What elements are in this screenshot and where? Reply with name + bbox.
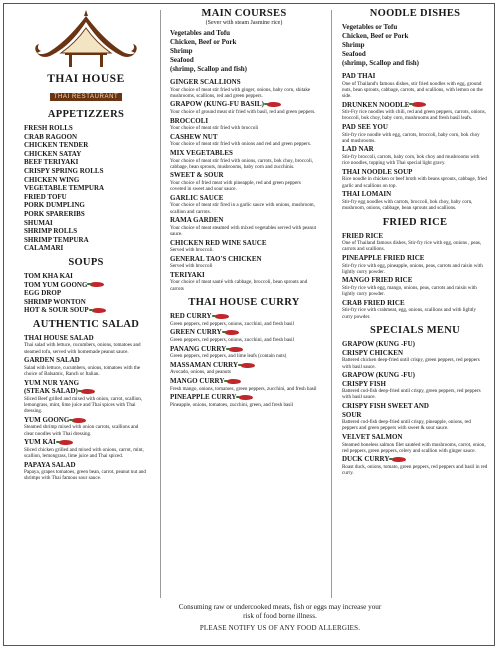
menu-item	[24, 141, 148, 150]
item-description: Your choice of meat stir fried with ginger, onions, baby corn, shitake mushrooms, scallions, red and green peppers.	[170, 86, 311, 99]
logo-name: THAI HOUSE	[47, 73, 125, 85]
section-title: THAI HOUSE CURRY	[188, 297, 300, 309]
item-description: Stir-fry broccoli, carrots, baby corn, bok choy and mushrooms with rice noodles, topping with Thai special light gravy.	[342, 153, 480, 167]
specials-list	[342, 340, 488, 476]
item-description: Your choice of meat stir fried with onions, carrots, bok choy, broccoli, cabbage, bean sprouts, mushrooms, baby corn and zucchinis.	[170, 157, 314, 170]
menu-item	[170, 312, 318, 327]
menu-item	[24, 306, 148, 315]
item-name: GINGER SCALLIONS	[170, 78, 241, 86]
item-name: Vegetables or Tofu	[342, 23, 398, 31]
menu-item	[170, 239, 318, 254]
protein-option	[170, 56, 318, 65]
item-description: Battered cod-fish deep-fried until crispy, pineapple, onions, red peppers and green peppers with sweet & sour sauce.	[342, 419, 471, 432]
column-divider	[331, 10, 332, 598]
item-name: PINEAPPLE FRIED RICE	[342, 253, 425, 262]
item-name: VELVET SALMON	[342, 433, 403, 442]
item-name: THAI LOMAIN	[342, 190, 392, 199]
chili-pepper-icon	[241, 363, 255, 368]
protein-list	[342, 23, 488, 68]
item-name: MASSAMAN CURRY	[170, 360, 239, 369]
item-description: Pineapple, onions, tomatoes, zucchini, green, and fresh basil	[170, 401, 294, 408]
menu-item	[24, 124, 148, 133]
item-name: Chicken, Beef or Pork	[342, 32, 409, 40]
item-name: CALAMARI	[24, 244, 64, 253]
thai-roof-icon	[31, 8, 141, 70]
menu-item	[24, 158, 148, 167]
item-name: Shrimp	[170, 47, 193, 55]
chili-pepper-icon	[239, 395, 253, 400]
item-description: Stir-fry rice with egg, pineapple, onions, peas, carrots and raisin with lightly curry powder.	[342, 262, 483, 275]
item-name: PINEAPPLE CURRY	[170, 393, 237, 402]
menu-item	[170, 133, 318, 148]
item-name: CHICKEN RED WINE SAUCE	[170, 238, 267, 247]
item-name: RED CURRY	[170, 312, 212, 321]
item-name: CRISPY FISH SWEET AND	[342, 402, 429, 411]
menu-item	[342, 190, 488, 211]
item-name: BROCCOLI	[170, 116, 209, 125]
item-description: Sliced Beef grilled and mixed with onion, carrot, scallion, lemongrass, mint, lime juice and Thai spices with Thai dressing.	[24, 395, 143, 415]
menu-item	[24, 167, 148, 176]
menu-item	[342, 455, 488, 476]
chili-pepper-icon	[392, 457, 406, 462]
item-name: EGG DROP	[24, 289, 62, 298]
protein-list	[170, 29, 318, 74]
menu-item	[24, 272, 148, 281]
item-description: Salad with lettuce, cucumbers, onions, tomatoes with the choice of Balsamic, Ranch or Italian.	[24, 364, 140, 378]
menu-item	[170, 78, 318, 99]
item-name: BEEF TERIYAKI	[24, 158, 79, 167]
item-name: FRIED TOFU	[24, 192, 67, 201]
item-name: GRAPOW (KUNG -FU)	[342, 371, 415, 380]
item-name: FRIED RICE	[342, 231, 384, 240]
item-name: GARLIC SAUCE	[170, 193, 224, 202]
item-name: Vegetables and Tofu	[170, 29, 231, 37]
menu-item	[24, 201, 148, 210]
item-description: Papaya, grapes tomatoes, green bean, carrot, peanut nut and shrimps with Thai famous sour sauce.	[24, 469, 146, 482]
menu-item	[24, 193, 148, 202]
item-name: SWEET & SOUR	[170, 171, 224, 180]
item-name: CHICKEN WING	[24, 175, 80, 184]
menu-item	[170, 117, 318, 132]
restaurant-logo	[24, 8, 148, 103]
chili-pepper-icon	[229, 347, 243, 352]
menu-item	[342, 168, 488, 189]
item-description: Green peppers, red peppers, and lime leafs (contain nuts)	[170, 353, 287, 360]
appetizer-list	[24, 124, 148, 253]
chili-pepper-icon	[225, 330, 239, 335]
main-course-list	[170, 78, 318, 292]
menu-item	[342, 433, 488, 454]
item-description: Rice noodle in chicken or beef broth with beans sprouts, cabbage, fried garlic and scallions on top.	[342, 176, 487, 189]
item-name: THAI NOODLE SOUP	[342, 167, 413, 176]
protein-option	[342, 59, 488, 68]
menu-item	[24, 184, 148, 193]
item-description: Your choice of fried meat with pineapple, red and green peppers covered in sweet and sour sauce.	[170, 179, 301, 193]
protein-option	[342, 50, 488, 59]
menu-item	[24, 356, 148, 377]
item-description: Fresh mango, onions, tomatoes, green peppers, zucchini, and fresh basil	[170, 385, 317, 392]
menu-item	[342, 145, 488, 166]
menu-item	[24, 289, 148, 298]
item-name: PAPAYA SALAD	[24, 460, 76, 469]
item-name: PORK DUMPLING	[24, 201, 85, 210]
protein-option	[170, 65, 318, 74]
notice-allergy: PLEASE NOTIFY US OF ANY FOOD ALLERGIES.	[199, 624, 361, 632]
menu-item	[342, 123, 488, 144]
menu-item	[342, 340, 488, 370]
item-name: THAI HOUSE SALAD	[24, 333, 94, 342]
item-name: DRUNKEN NOODLE	[342, 100, 410, 109]
noodle-list	[342, 72, 488, 211]
item-description: Your choice of ground meat stir fried with basil, red and green peppers.	[170, 108, 316, 115]
chili-pepper-icon	[412, 102, 426, 107]
item-description: One of Thailand famous dishes, Stir-fry rice with egg, onions , peas, carrots and scallions.	[342, 240, 482, 253]
menu-item	[24, 244, 148, 253]
item-description: Served with broccoli	[170, 263, 213, 270]
item-name: FRESH ROLLS	[24, 124, 73, 132]
item-name: PAD SEE YOU	[342, 122, 388, 131]
item-description: Served with broccoli.	[170, 247, 214, 254]
item-name: CHICKEN SATAY	[24, 149, 82, 158]
item-name: Shrimp	[342, 41, 365, 49]
item-description: Stir-fry rice noodle with egg, carrots, broccoli, baby corn, bok choy and mushrooms.	[342, 131, 480, 144]
menu-item	[170, 393, 318, 408]
item-name: HOT & SOUR SOUP	[24, 306, 89, 315]
menu-item	[24, 379, 148, 415]
item-name: SHUMAI	[24, 218, 53, 227]
item-name: YUM GOONG	[24, 415, 70, 424]
menu-item	[24, 416, 148, 437]
section-title: AUTHENTIC SALAD	[32, 318, 140, 330]
item-description: Your choice of meat stir fired in a garlic sauce with onions, mushroom, scallion and carrots.	[170, 202, 315, 215]
item-name: CRAB FRIED RICE	[342, 298, 405, 307]
fried-rice-list	[342, 232, 488, 320]
protein-option	[170, 47, 318, 56]
chili-pepper-icon	[215, 314, 229, 319]
item-name: GRAPOW (KUNG-FU BASIL)	[170, 100, 264, 109]
item-description: Your choice of meat stir fried with onions and red and green peppers.	[170, 141, 312, 148]
item-name-line2: (STEAK SALAD)	[24, 387, 78, 396]
item-name: RAMA GARDEN	[170, 216, 224, 225]
menu-item	[342, 402, 488, 432]
item-name: PORK SPARERIBS	[24, 209, 85, 218]
protein-option	[342, 23, 488, 32]
item-name: MIX VEGETABLES	[170, 148, 233, 157]
protein-option	[342, 32, 488, 41]
menu-item	[24, 227, 148, 236]
menu-item	[170, 361, 318, 376]
menu-item	[24, 334, 148, 355]
section-title: APPETIZZERS	[47, 109, 125, 120]
item-description: Avocado, onions, and peanuts	[170, 369, 231, 376]
item-name: YUM NUR YANG	[24, 378, 80, 387]
item-name: GREEN CURRY	[170, 328, 222, 337]
item-name-line2: SOUR	[342, 410, 362, 419]
item-name: GENERAL TAO'S CHICKEN	[170, 254, 262, 263]
item-name: CRISPY SPRING ROLLS	[24, 166, 104, 175]
item-name: TOM YUM GOONG	[24, 280, 88, 289]
column-right	[342, 8, 488, 478]
item-name: MANGO CURRY	[170, 377, 225, 386]
notice-line: risk of food borne illness.	[243, 612, 317, 620]
protein-option	[170, 38, 318, 47]
soup-list	[24, 272, 148, 315]
item-description: One of Thailand's famous dishes, stir fried noodles with egg, ground nuts, bean sprouts, cabbage, carrots, and scallions, with lemon on the side.	[342, 80, 483, 99]
item-description: Thai salad with lettuce, cucumbers, onions, tomatoes and steamed tofu, served with homemade peanut sauce.	[24, 342, 141, 355]
item-name: DUCK CURRY	[342, 455, 390, 464]
item-name: TERIYAKI	[170, 270, 205, 279]
menu-item	[342, 72, 488, 99]
item-description: Battered chicken deep-fried until crispy, green peppers, red peppers with basil sauce.	[342, 357, 480, 370]
chili-pepper-icon	[267, 102, 281, 107]
menu-item	[170, 149, 318, 170]
menu-item	[24, 236, 148, 245]
item-name: Seafood	[170, 56, 194, 64]
item-name: MANGO FRIED RICE	[342, 276, 413, 285]
item-name: PANANG CURRY	[170, 344, 227, 353]
section-title: SOUPS	[68, 256, 104, 268]
item-name: TOM KHA KAI	[24, 271, 73, 280]
menu-item	[24, 176, 148, 185]
chili-pepper-icon	[92, 308, 106, 313]
item-description: Green peppers, red peppers, onions, zucchini, and fresh basil	[170, 337, 294, 344]
allergy-notice	[130, 603, 430, 633]
item-description: Stir-fry rice with crabmeat, egg, onions, scallions and with lightly curry powder.	[342, 307, 477, 320]
item-name: CASHEW NUT	[170, 132, 218, 141]
menu-item	[24, 133, 148, 142]
menu-item	[24, 210, 148, 219]
section-title: MAIN COURSES	[201, 8, 287, 19]
item-name: GRAPOW (KUNG -FU)	[342, 340, 415, 349]
item-description: Battered cod-fish deep-fried until crispy, green peppers, red peppers with basil sauce.	[342, 388, 481, 401]
column-left	[24, 8, 148, 483]
item-name-line2: CRISPY FISH	[342, 379, 386, 388]
menu-item	[170, 271, 318, 292]
section-title: FRIED RICE	[382, 216, 448, 228]
salad-list	[24, 334, 148, 482]
item-name: SHRIMP ROLLS	[24, 227, 78, 236]
item-name: CRAB RAGOON	[24, 132, 78, 141]
notice-line: Consuming raw or undercooked meats, fish or eggs may increase your	[178, 603, 382, 611]
chili-pepper-icon	[59, 440, 73, 445]
item-name: YUM KAI	[24, 438, 56, 447]
menu-item	[342, 299, 488, 320]
menu-item	[170, 255, 318, 270]
logo-tagline: THAI RESTAURANT	[50, 93, 123, 101]
section-title: SPECIALS MENU	[370, 325, 460, 337]
menu-item	[170, 377, 318, 392]
protein-option	[342, 41, 488, 50]
menu-item	[170, 345, 318, 360]
menu-item	[24, 298, 148, 307]
menu-item	[342, 232, 488, 253]
item-name: PAD THAI	[342, 72, 376, 80]
chili-pepper-icon	[227, 379, 241, 384]
item-description: Steamed boneless salmon filet sautéed with mushrooms, carrot, onion, red peppers, green peppers, celery and scallion with ginger sauce.	[342, 441, 486, 454]
item-description: Stir-fry rice with egg, mango, onions, peas, carrots and raisin with lightly curry powder.	[342, 284, 477, 298]
menu-item	[342, 254, 488, 275]
menu-item	[170, 328, 318, 343]
item-description: Roast duck, onions, tomato, green peppers, red peppers and basil in red curry.	[342, 464, 488, 477]
item-description: Sliced chicken grilled and mixed with onions, carrot, mint, scallion, lemongrass, lime juice and Thai spiced.	[24, 446, 144, 460]
chili-pepper-icon	[72, 418, 86, 423]
menu-item	[24, 281, 148, 290]
item-description: Stir-Fry rice noodles with chili, red and green peppers, carrots, onions, broccoli, bok choy, baby corn, mushrooms and fresh basil leafs.	[342, 109, 486, 122]
column-divider	[160, 10, 161, 598]
menu-item	[170, 216, 318, 237]
item-name: LAD NAR	[342, 145, 374, 154]
item-description: Your choice of meat stir fried with broccoli	[170, 125, 259, 132]
item-name: (shrimp, Scallop and fish)	[342, 59, 420, 67]
section-subtitle: (Sever with steam Jasmine rice)	[205, 20, 283, 26]
menu-item	[24, 461, 148, 482]
item-description: Steamed shrimp mixed with onion carrots, scallions and clear noodles with Thai dressing.	[24, 424, 139, 437]
item-name: Seafood	[342, 50, 366, 58]
curry-list	[170, 312, 318, 408]
item-description: Your choice of meat steamed with mixed vegetables served with peanut sauce.	[170, 224, 317, 237]
item-name: CHICKEN TENDER	[24, 141, 89, 150]
item-description: Stir-fry egg noodles with carrots, broccoli, bok choy, baby corn, mushroom, onions, cabbage, bean sprouts and scallions.	[342, 198, 473, 211]
menu-item	[24, 219, 148, 228]
menu-item	[342, 101, 488, 122]
item-name: (shrimp, Scallop and fish)	[170, 65, 248, 73]
menu-item	[24, 438, 148, 459]
item-name: GARDEN SALAD	[24, 356, 80, 365]
item-name: SHRIMP TEMPURA	[24, 235, 89, 244]
chili-pepper-icon	[90, 282, 104, 287]
menu-item	[170, 171, 318, 192]
item-name: VEGETABLE TEMPURA	[24, 184, 105, 193]
item-name-line2: CRISPY CHICKEN	[342, 348, 403, 357]
item-description: Green peppers, red peppers, onions, zucchini, and fresh basil	[170, 320, 294, 327]
item-description: Your choice of meat sauté with cabbage, broccoli, bean sprouts and carrots	[170, 279, 308, 292]
chili-pepper-icon	[81, 389, 95, 394]
menu-item	[342, 371, 488, 401]
menu-item	[170, 100, 318, 115]
item-name: SHRIMP WONTON	[24, 297, 86, 306]
protein-option	[170, 29, 318, 38]
item-name: Chicken, Beef or Pork	[170, 38, 237, 46]
menu-item	[342, 276, 488, 297]
column-middle	[170, 8, 318, 409]
menu-item	[170, 194, 318, 215]
menu-item	[24, 150, 148, 159]
section-title: NOODLE DISHES	[369, 8, 461, 19]
